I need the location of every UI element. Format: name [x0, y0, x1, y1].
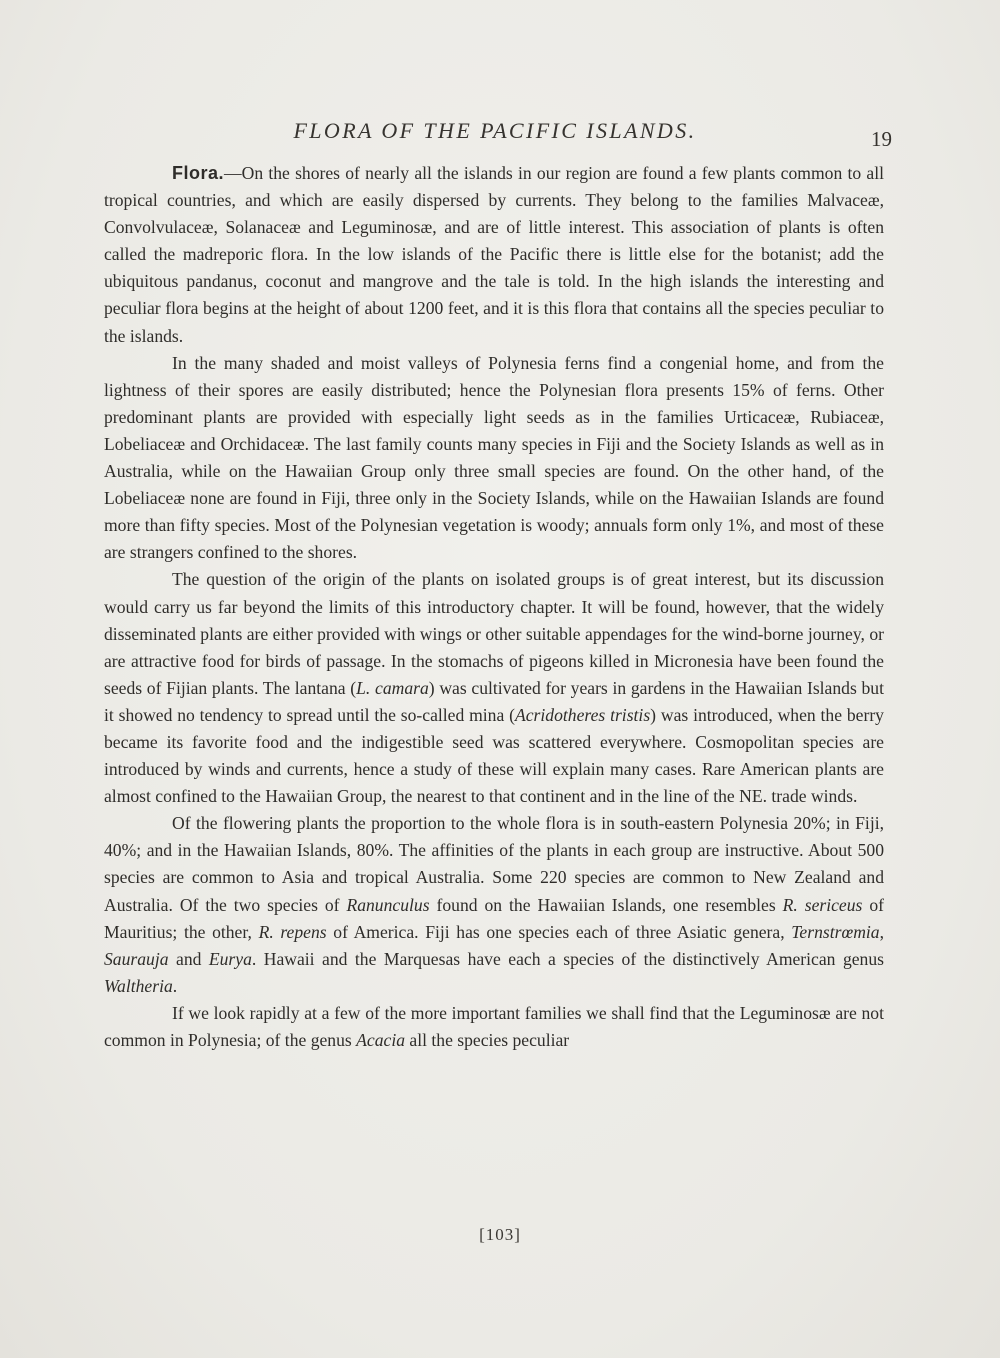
genus-name: Ternstrœmia [791, 921, 880, 942]
genus-name: Waltheria [104, 975, 173, 996]
text-run: . Hawaii and the Marquesas have each a species of the distinctively American genus [251, 948, 884, 969]
text-run: of America. Fiji has one species each of three Asiatic genera, [326, 921, 792, 942]
text-run: , [879, 921, 885, 942]
folio-number: [103] [479, 1225, 521, 1244]
paragraph-ferns: In the many shaded and moist valleys of Polynesia ferns find a congenial home, and from the lightness of their spores are easily distributed; hence the Polynesian flora presents 15% of ferns. Other predominant plants are provided with especially light seeds as in the families Urticaceæ, Rubiaceæ, Lobeliaceæ and Orchidaceæ. The last family counts many species in Fiji and the Society Islands as well as in Australia, while on the Hawaiian Group only three small species are found. On the other hand, of the Lobeliaceæ none are found in Fiji, three only in the Society Islands, while on the Hawaiian Islands are found more than fifty species. Most of the Polynesian vegetation is woody; annuals form only 1%, and most of these are strangers confined to the shores. [104, 352, 884, 563]
text-run: ) was cultivated for years in gardens in the Hawaiian Islands but it showed no tendency to spread until the so-called mina ( [104, 677, 884, 725]
paragraph-origin [104, 566, 884, 810]
genus-name: Acacia [356, 1030, 406, 1050]
species-name: Acridotheres tristis [515, 704, 651, 725]
paragraph-flora [104, 160, 884, 350]
text-run: ) was introduced, when the berry became its favorite food and the indigestible seed was scattered everywhere. Cosmopolitan species are introduced by winds and currents, hence a study of these will explain many cases. Rare American plants are almost confined to the Hawaiian Group, the nearest to that continent and in the line of the NE. trade winds. [104, 704, 884, 807]
text-run: Of the flowering plants the proportion to the whole flora is in south-eastern Polynesia 20%; in Fiji, 40%; and in the Hawaiian Islands, 80%. The affinities of the plants in each group are instructive. About 500 species are common to Asia and tropical Australia. Some 220 species are common to New Zealand and Australia. Of the two species of [104, 813, 884, 915]
text-run: If we look rapidly at a few of the more important families we shall find that the Leguminosæ are not common in Polynesia; of the genus [104, 1002, 884, 1050]
genus-name: Ranunculus [346, 894, 430, 915]
text-run: of Mauritius; the other, [104, 894, 884, 942]
paragraph-flowering-plants [104, 810, 884, 1000]
running-head [104, 118, 892, 152]
species-name: L. camara [356, 677, 429, 698]
running-title: FLORA OF THE PACIFIC ISLANDS. [293, 118, 697, 143]
paragraph-text: —On the shores of nearly all the islands in our region are found a few plants common to all tropical countries, and which are easily dispersed by currents. They belong to the families Malvaceæ, Convolvulaceæ, Solanaceæ and Leguminosæ, and are of little interest. This association of plants is often called the madreporic flora. In the low islands of the Pacific there is little else for the botanist; add the ubiquitous pandanus, coconut and mangrove and the tale is told. In the high islands the interesting and peculiar flora begins at the height of about 1200 feet, and it is this flora that contains all the species peculiar to the islands. [104, 163, 884, 346]
species-name: R. sericeus [782, 894, 863, 915]
page-number: 19 [871, 127, 892, 151]
text-run: The question of the origin of the plants on isolated groups is of great interest, but its discussion would carry us far beyond the limits of this introductory chapter. It will be found, however, that the widely disseminated plants are either provided with wings or other suitable appendages for the wind-borne journey, or are attractive food for birds of passage. In the stomachs of pigeons killed in Micronesia have been found the seeds of Fijian plants. The lantana ( [104, 569, 884, 698]
genus-name: Eurya [208, 948, 252, 969]
text-run: and [168, 948, 209, 969]
genus-name: Saurauja [104, 948, 169, 969]
body-text [104, 160, 884, 1054]
text-run: all the species peculiar [405, 1030, 570, 1050]
section-run-in-heading: Flora. [172, 163, 225, 183]
species-name: R. repens [258, 921, 327, 942]
text-run: . [172, 975, 178, 996]
paragraph-families [104, 1000, 884, 1054]
text-run: found on the Hawaiian Islands, one resembles [429, 894, 783, 915]
